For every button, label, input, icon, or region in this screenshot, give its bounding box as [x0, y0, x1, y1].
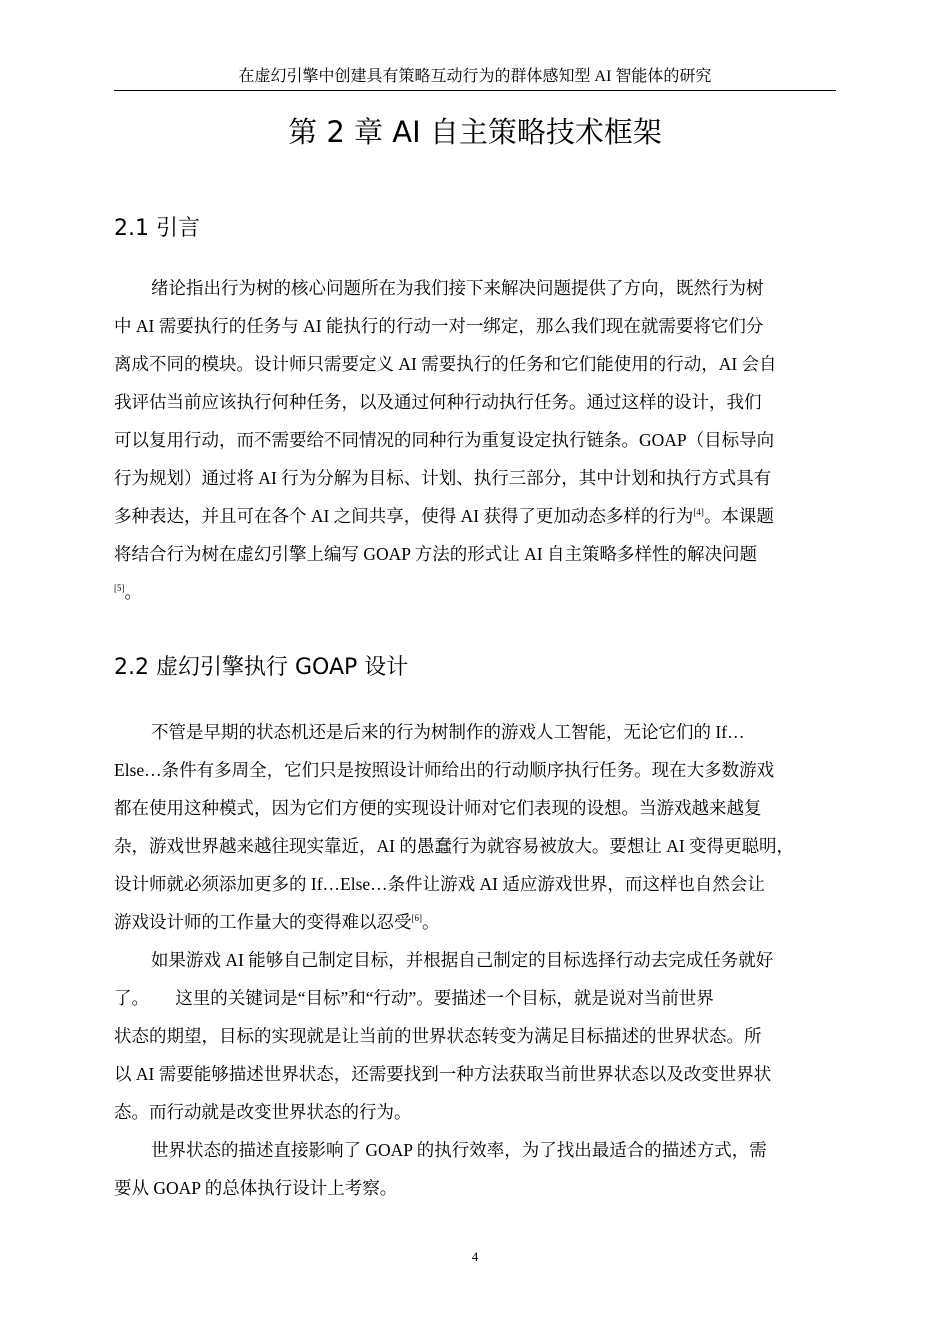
paragraph-line — [114, 573, 844, 611]
paragraph-line: 行为规划）通过将 AI 行为分解为目标、计划、执行三部分，其中计划和执行方式具有 — [114, 468, 772, 488]
paragraph-line: 以 AI 需要能够描述世界状态，还需要找到一种方法获取当前世界状态以及改变世界状 — [114, 1064, 772, 1084]
line-text: 。本课题 — [703, 506, 774, 526]
paragraph-line: 如果游戏 AI 能够自己制定目标，并根据自己制定的目标选择行动去完成任务就好 — [151, 950, 774, 970]
paragraph-line: 中 AI 需要执行的任务与 AI 能执行的行动一对一绑定，那么我们现在就需要将它们分 — [114, 316, 764, 336]
paragraph-line: 态。而行动就是改变世界状态的行为。 — [114, 1102, 412, 1122]
chapter-title: 第 2 章 AI 自主策略技术框架 — [288, 115, 662, 149]
page-number: 4 — [471, 1249, 479, 1264]
paragraph-line — [114, 497, 844, 535]
citation-6[interactable]: [6] — [411, 913, 422, 924]
section-2-2-body — [114, 713, 844, 1207]
paragraph-line: 绪论指出行为树的核心问题所在为我们接下来解决问题提供了方向，既然行为树 — [151, 278, 764, 298]
line-text: 游戏设计师的工作量大的变得难以忍受 — [114, 912, 412, 932]
section-heading-2-1: 2.1 引言 — [114, 216, 200, 241]
citation-5[interactable]: [5] — [114, 583, 125, 594]
section-2-1-paragraph — [114, 269, 844, 611]
paragraph-line: 杂，游戏世界越来越往现实靠近，AI 的愚蠢行为就容易被放大。要想让 AI 变得更聪明， — [114, 836, 795, 856]
paragraph-line: 了。 这里的关键词是“目标”和“行动”。要描述一个目标，就是说对当前世界 — [114, 988, 714, 1008]
paragraph-line: 状态的期望，目标的实现就是让当前的世界状态转变为满足目标描述的世界状态。所 — [114, 1026, 762, 1046]
paragraph-line: 可以复用行动，而不需要给不同情况的同种行为重复设定执行链条。GOAP（目标导向 — [114, 430, 775, 450]
paragraph-line: 世界状态的描述直接影响了 GOAP 的执行效率，为了找出最适合的描述方式，需 — [151, 1140, 767, 1160]
line-text: 多种表达，并且可在各个 AI 之间共享，使得 AI 获得了更加动态多样的行为 — [114, 506, 694, 526]
header-rule — [114, 90, 836, 91]
citation-4[interactable]: [4] — [693, 507, 704, 518]
paragraph-line: 设计师就必须添加更多的 If…Else…条件让游戏 AI 适应游戏世界，而这样也自然会让 — [114, 874, 765, 894]
paragraph-line: 都在使用这种模式，因为它们方便的实现设计师对它们表现的设想。当游戏越来越复 — [114, 798, 762, 818]
paragraph-line: 离成不同的模块。设计师只需要定义 AI 需要执行的任务和它们能使用的行动，AI 会自 — [114, 354, 777, 374]
paragraph-line: 不管是早期的状态机还是后来的行为树制作的游戏人工智能，无论它们的 If… — [151, 722, 745, 742]
running-header: 在虚幻引擎中创建具有策略互动行为的群体感知型 AI 智能体的研究 — [238, 68, 712, 85]
line-text: 。 — [124, 582, 142, 602]
paragraph-line: 我评估当前应该执行何种任务，以及通过何种行动执行任务。通过这样的设计，我们 — [114, 392, 762, 412]
section-heading-2-2: 2.2 虚幻引擎执行 GOAP 设计 — [114, 655, 409, 680]
paragraph-line: 要从 GOAP 的总体执行设计上考察。 — [114, 1178, 398, 1198]
line-text: 。 — [422, 912, 440, 932]
paragraph-line: Else…条件有多周全，它们只是按照设计师给出的行动顺序执行任务。现在大多数游戏 — [114, 760, 775, 780]
paragraph-line: 将结合行为树在虚幻引擎上编写 GOAP 方法的形式让 AI 自主策略多样性的解决问题 — [114, 544, 757, 564]
paragraph-line — [114, 903, 844, 941]
